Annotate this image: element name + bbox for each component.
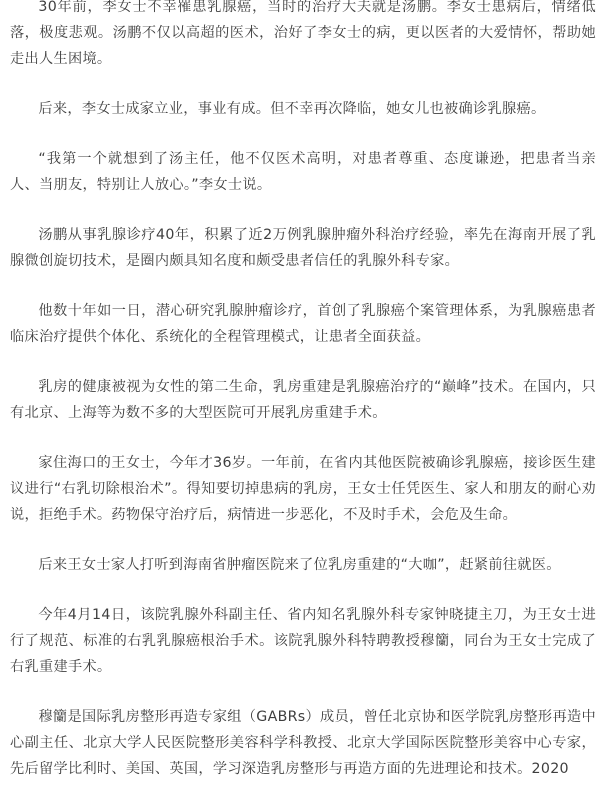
paragraph-1: 30年前，李女士不幸罹患乳腺癌，当时的治疗大夫就是汤鹏。李女士患病后，情绪低落，极度悲观。汤鹏不仅以高超的医术，治好了李女士的病，更以医者的大爱情怀，帮助她走出人生困境。: [10, 0, 596, 67]
paragraph-6: 乳房的健康被视为女性的第二生命，乳房重建是乳腺癌治疗的“巅峰”技术。在国内，只有北京、上海等为数不多的大型医院可开展乳房重建手术。: [10, 379, 596, 421]
paragraph-8: 后来王女士家人打听到海南省肿瘤医院来了位乳房重建的“大咖”，赶紧前往就医。: [38, 557, 561, 573]
paragraph-5: 他数十年如一日，潜心研究乳腺肿瘤诊疗，首创了乳腺癌个案管理体系，为乳腺癌患者临床治疗提供个体化、系统化的全程管理模式，让患者全面获益。: [10, 303, 596, 345]
paragraph-4: 汤鹏从事乳腺诊疗40年，积累了近2万例乳腺肿瘤外科治疗经验，率先在海南开展了乳腺微创旋切技术，是圈内颇具知名度和颇受患者信任的乳腺外科专家。: [10, 227, 596, 269]
paragraph-3: “我第一个就想到了汤主任，他不仅医术高明，对患者尊重、态度谦逊，把患者当亲人、当朋友，特别让人放心。”李女士说。: [10, 151, 596, 193]
paragraph-2: 后来，李女士成家立业，事业有成。但不幸再次降临，她女儿也被确诊乳腺癌。: [38, 101, 546, 117]
paragraph-10: 穆籣是国际乳房整形再造专家组（GABRs）成员，曾任北京协和医学院乳房整形再造中心副主任、北京大学人民医院整形美容科学科教授、北京大学国际医院整形美容中心专家，先后留学比利时、美国、英国，学习深造乳房整形与再造方面的先进理论和技术。2020: [10, 709, 596, 777]
article-body: [10, 0, 596, 806]
paragraph-7: 家住海口的王女士，今年才36岁。一年前，在省内其他医院被确诊乳腺癌，接诊医生建议进行“右乳切除根治术”。得知要切掉患病的乳房，王女士任凭医生、家人和朋友的耐心劝说，拒绝手术。药物保守治疗后，病情进一步恶化，不及时手术，会危及生命。: [10, 455, 596, 523]
paragraph-9: 今年4月14日，该院乳腺外科副主任、省内知名乳腺外科专家钟晓捷主刀，为王女士进行了规范、标准的右乳乳腺癌根治手术。该院乳腺外科特聘教授穆籣，同台为王女士完成了右乳重建手术。: [10, 607, 596, 675]
